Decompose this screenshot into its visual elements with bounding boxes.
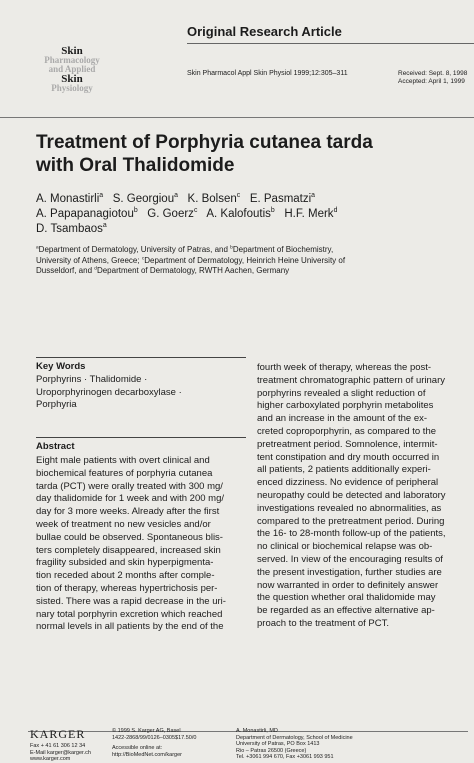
keywords-heading: Key Words	[36, 361, 86, 372]
abstract-heading: Abstract	[36, 441, 75, 452]
contact-line: www.karger.com	[30, 756, 71, 763]
keyword-line: Uroporphyrinogen decarboxylase ·	[36, 386, 182, 398]
copyright-line: Accessible online at:	[112, 745, 163, 752]
abstract-line: creted coproporphyrin, as compared to the	[257, 425, 437, 437]
author-name: H.F. Merk	[284, 208, 334, 220]
abstract-line: tion receded about 2 months after comple-	[36, 570, 215, 582]
author-affiliation-mark: a	[311, 192, 316, 200]
affiliation-mark: a	[36, 245, 39, 251]
abstract-line: tion of therapy, whereas hypertrichosis per-	[36, 582, 218, 594]
contact-line: E-Mail karger@karger.ch	[30, 749, 91, 756]
author-name: G. Goerz	[147, 208, 194, 220]
publisher-logo: KARGER	[30, 727, 86, 741]
affiliation-mark: d	[94, 266, 97, 272]
abstract-line: tent constipation and dry mouth occurred in	[257, 451, 440, 463]
author-list	[36, 192, 456, 237]
abstract-line: proach to the treatment of PCT.	[257, 617, 390, 629]
title-line: Treatment of Porphyria cutanea tarda	[36, 132, 373, 153]
affiliations	[36, 245, 436, 277]
author-affiliation-mark: a	[99, 192, 104, 200]
abstract-line: the 16- to 28-month follow-up of the patients,	[257, 528, 446, 540]
correspondence-line: Department of Dermatology, School of Medicine	[236, 734, 353, 741]
abstract-line: no clinical or biochemical relapse was ob-	[257, 541, 433, 553]
affiliation-text: Department of Biochemistry,	[232, 245, 334, 254]
affiliation-text: Department of Dermatology, RWTH Aachen, Germany	[96, 266, 290, 275]
logo-line: Skin	[61, 45, 83, 57]
abstract-line: the question whether oral thalidomide may	[257, 592, 436, 604]
affiliation-text: Dusseldorf, and	[36, 266, 95, 275]
abstract-line: compared to the pretreatment period. During	[257, 515, 445, 527]
abstract-line: porphyrins revealed a slight reduction of	[257, 387, 426, 399]
copyright-line: 1422-2868/99/0126–0305$17.50/0	[112, 734, 197, 741]
author-name: K. Bolsen	[187, 193, 237, 205]
abstract-line: fragility subsided and skin hyperpigmenta-	[36, 557, 214, 569]
abstract-line: day for 3 more weeks. Already after the first	[36, 506, 220, 518]
logo-line: Physiology	[51, 83, 93, 93]
accepted-date: Accepted: April 1, 1999	[398, 78, 465, 85]
affiliation-mark: c	[141, 255, 145, 261]
keywords-rule	[36, 357, 246, 358]
abstract-line: now warranted in order to definitely answer	[257, 579, 439, 591]
author-affiliation-mark: c	[193, 207, 198, 215]
author-affiliation-mark: b	[270, 207, 275, 215]
abstract-line: treatment chromatographic pattern of urinary	[257, 374, 445, 386]
correspondence-address	[236, 728, 353, 761]
affiliation-line	[36, 256, 436, 267]
abstract-line: bullae could be observed. Spontaneous blis-	[36, 531, 223, 543]
abstract-line: the present investigation, further studies are	[257, 566, 442, 578]
header-rule	[0, 117, 474, 118]
author-affiliation-mark: d	[333, 207, 338, 215]
author-affiliation-mark: c	[236, 192, 241, 200]
abstract-line: and an increase in the amount of the ex-	[257, 413, 428, 425]
author-name: E. Pasmatzi	[249, 193, 312, 205]
logo-line: and Applied	[48, 64, 96, 74]
keyword-line: Porphyrins · Thalidomide ·	[36, 374, 148, 385]
copyright-line: http://BioMedNet.com/karger	[112, 751, 183, 758]
author-name: S. Georgiou	[112, 193, 175, 205]
abstract-line: pretreatment period. Somnolence, intermit-	[257, 438, 438, 450]
abstract-line: sisted. There was a rapid decrease in the uri-	[36, 595, 226, 607]
author-name: A. Papapanagiotou	[36, 208, 134, 220]
copyright-block	[112, 728, 196, 758]
contact-line: Fax + 41 61 306 12 34	[30, 743, 86, 749]
copyright-line: © 1999 S. Karger AG, Basel	[112, 728, 181, 734]
abstract-line: normal levels in all patients by the end of the	[36, 621, 224, 633]
correspondence-line: Tel. +3061 994 670, Fax +3061 993 951	[236, 754, 334, 761]
author-affiliation-mark: a	[174, 192, 178, 200]
affiliation-text: Department of Dermatology, Heinrich Heine University of	[144, 255, 346, 265]
affiliation-mark: b	[230, 245, 233, 251]
abstract-line: ters completely disappeared, increased skin	[36, 544, 221, 556]
correspondence-line: A. Monastirli, MD	[236, 728, 278, 734]
abstract-line: investigations revealed no abnormalities, as	[257, 502, 442, 514]
abstract-line: neuropathy could be detected and laboratory	[257, 489, 446, 501]
article-type: Original Research Article	[187, 24, 342, 39]
journal-citation: Skin Pharmacol Appl Skin Physiol 1999;12:305–311	[187, 70, 348, 77]
abstract-line: fourth week of therapy, whereas the post-	[257, 362, 432, 373]
abstract-line: served. In view of the encouraging results of	[257, 553, 443, 565]
abstract-line: all patients, 2 patients additionally experi-	[257, 464, 431, 476]
keyword-line: Porphyria	[36, 399, 77, 410]
top-rule	[187, 43, 474, 44]
journal-logo	[32, 46, 112, 104]
title-line: with Oral Thalidomide	[36, 155, 235, 176]
abstract-line: be regarded as an effective alternative ap-	[257, 605, 435, 617]
correspondence-line: Rio – Patras 26500 (Greece)	[236, 747, 307, 754]
abstract-line: nary total porphyrin excretion which reached	[36, 608, 223, 620]
author-affiliation-mark: a	[102, 222, 107, 230]
author-name: D. Tsambaos	[36, 223, 103, 235]
author-line	[36, 192, 456, 207]
author-line	[36, 207, 456, 222]
author-name: A. Kalofoutis	[206, 208, 271, 220]
affiliation-line	[36, 245, 436, 256]
abstract-line: week of treatment no new vesicles and/or	[36, 518, 211, 530]
affiliation-text: Department of Dermatology, University of Patras, and	[38, 245, 231, 254]
abstract-right-column	[257, 362, 466, 631]
logo-line: Pharmacology	[44, 55, 100, 65]
publisher-contact	[30, 743, 91, 763]
abstract-line: tarda (PCT) were orally treated with 300 mg/	[36, 480, 223, 492]
abstract-rule	[36, 437, 246, 438]
author-affiliation-mark: b	[133, 207, 138, 215]
author-line	[36, 222, 456, 237]
keywords-list	[36, 374, 246, 412]
abstract-line: biochemical features of porphyria cutanea	[36, 467, 213, 479]
logo-line: Skin	[61, 73, 83, 85]
abstract-line: enced dizziness. No evidence of peripheral	[257, 477, 439, 489]
author-name: A. Monastirli	[36, 193, 100, 205]
abstract-line: day thalidomide for 1 week and with 200 mg/	[36, 493, 224, 505]
affiliation-text: University of Athens, Greece;	[36, 255, 142, 265]
received-date: Received: Sept. 8, 1998	[398, 70, 468, 77]
affiliation-line	[36, 266, 436, 277]
correspondence-line: University of Patras, PO Box 1413	[236, 741, 320, 748]
article-title	[36, 131, 456, 177]
received-accepted-dates	[398, 70, 467, 86]
abstract-line: higher carboxylated porphyrin metabolites	[257, 400, 434, 412]
abstract-left-column	[36, 455, 248, 634]
abstract-line: Eight male patients with overt clinical and	[36, 455, 210, 466]
